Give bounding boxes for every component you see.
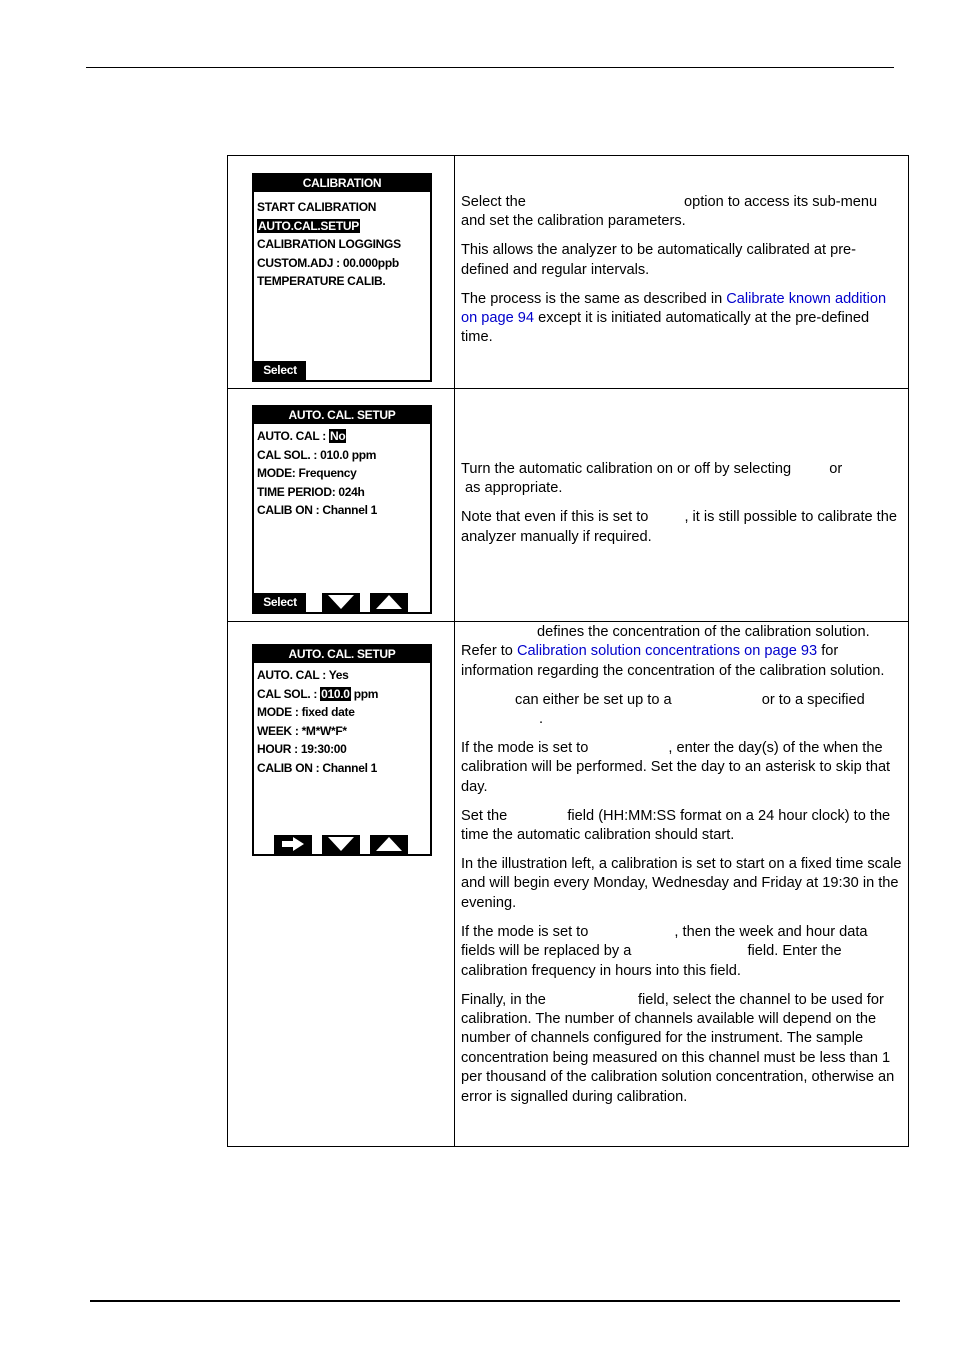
- calibration-solution-concentrations-link[interactable]: Calibration solution concentrations on page 93: [516, 643, 818, 660]
- paragraph: Turn the automatic calibration on or off by selecting or as appropriate.: [461, 461, 843, 497]
- description-text: [455, 389, 908, 547]
- screen-title: AUTO. CAL. SETUP: [254, 646, 430, 663]
- description-text: [455, 156, 908, 348]
- menu-item-calibration-loggings[interactable]: CALIBRATION LOGGINGS: [257, 237, 401, 251]
- description-cell: [455, 622, 909, 1147]
- paragraph: If the mode is set to , enter the day(s) of the when the calibration will be performed. Set the day to an asterisk to skip that day.: [461, 740, 891, 795]
- description-cell: [455, 389, 909, 622]
- paragraph: defines the concentration of the calibration solution.: [533, 624, 870, 640]
- select-softkey[interactable]: Select: [254, 593, 306, 612]
- calib-on-field[interactable]: CALIB ON : Channel 1: [257, 503, 378, 517]
- paragraph: The process is the same as described in Calibrate known addition on page 94 except it is initiated automatically at the pre-defined time.: [461, 290, 887, 346]
- cal-sol-value[interactable]: 010.0: [321, 686, 350, 701]
- calib-on-field[interactable]: CALIB ON : Channel 1: [257, 760, 378, 775]
- table-row: [228, 156, 909, 389]
- screen-title: AUTO. CAL. SETUP: [254, 407, 430, 424]
- calibration-menu-screen: [252, 173, 432, 382]
- header-rule: [86, 67, 894, 68]
- select-softkey[interactable]: Select: [254, 361, 306, 380]
- right-arrow-softkey[interactable]: [274, 835, 312, 854]
- paragraph: This allows the analyzer to be automatically calibrated at pre-defined and regular intervals.: [461, 242, 857, 278]
- table-row: [228, 389, 909, 622]
- down-arrow-softkey[interactable]: [322, 593, 360, 612]
- paragraph: Select the option to access its sub-menu and set the calibration parameters.: [461, 194, 878, 230]
- up-arrow-softkey[interactable]: [370, 835, 408, 854]
- cal-sol-field[interactable]: CAL SOL. : 010.0 ppm: [257, 686, 379, 701]
- table-row: [228, 622, 909, 1147]
- auto-cal-field[interactable]: AUTO. CAL : No: [257, 429, 346, 443]
- screen-cell: [228, 622, 455, 1147]
- screen-cell: [228, 156, 455, 389]
- hour-field[interactable]: HOUR : 19:30:00: [257, 742, 347, 756]
- mode-field[interactable]: MODE: Frequency: [257, 466, 357, 480]
- down-arrow-softkey[interactable]: [322, 835, 360, 854]
- week-field[interactable]: WEEK : *M*W*F*: [257, 723, 347, 738]
- up-arrow-softkey[interactable]: [370, 593, 408, 612]
- auto-cal-value[interactable]: No: [329, 429, 346, 443]
- paragraph: can either be set up to a or to a specified .: [511, 691, 865, 728]
- menu-item-auto-cal-setup[interactable]: [254, 217, 430, 236]
- screen-title: CALIBRATION: [254, 175, 430, 192]
- down-arrow-icon: [328, 837, 354, 851]
- time-period-field[interactable]: TIME PERIOD: 024h: [257, 484, 365, 499]
- paragraph: Note that even if this is set to , it is still possible to calibrate the analyzer manually if required.: [461, 509, 897, 545]
- cal-sol-field[interactable]: CAL SOL. : 010.0 ppm: [257, 447, 377, 462]
- screen-cell: [228, 389, 455, 622]
- description-cell: [455, 156, 909, 389]
- selected-menu-item[interactable]: AUTO.CAL.SETUP: [258, 218, 359, 233]
- right-arrow-icon: [282, 837, 304, 851]
- auto-cal-field[interactable]: AUTO. CAL : Yes: [257, 668, 349, 682]
- paragraph: If the mode is set to , then the week and hour data fields will be replaced by a field. Enter the calibration frequency in hours into this field.: [461, 923, 868, 979]
- auto-cal-setup-screen: [252, 405, 432, 614]
- menu-item-temperature-calib[interactable]: TEMPERATURE CALIB.: [257, 274, 386, 288]
- calibrate-known-addition-link[interactable]: Calibrate known addition on page 94: [461, 290, 887, 327]
- paragraph: Set the field (HH:MM:SS format on a 24 hour clock) to the time the automatic calibration should start.: [461, 807, 891, 844]
- paragraph: In the illustration left, a calibration is set to start on a fixed time scale and will begin every Monday, Wednesday and Friday at 19:30 in the evening.: [461, 856, 902, 911]
- auto-cal-setup-fixed-date-screen: [252, 644, 432, 856]
- paragraph: Refer to Calibration solution concentrations on page 93 for information regarding the concentration of the calibration solution.: [461, 643, 885, 679]
- footer-rule: [90, 1300, 900, 1302]
- description-text: [455, 622, 908, 1107]
- mode-field[interactable]: MODE : fixed date: [257, 705, 355, 719]
- procedure-table: [227, 155, 909, 1147]
- down-arrow-icon: [328, 595, 354, 609]
- up-arrow-icon: [376, 595, 402, 609]
- up-arrow-icon: [376, 837, 402, 851]
- menu-item-custom-adj[interactable]: CUSTOM.ADJ : 00.000ppb: [257, 255, 399, 270]
- menu-item-start-calibration[interactable]: START CALIBRATION: [257, 200, 377, 214]
- paragraph: Finally, in the field, select the channel to be used for calibration. The number of channels available will depend on the number of channels configured for the instrument. The sample concentration being measured on this channel must be less than 1 per thousand of the calibration solution concentration, otherwise an error is signalled during calibration.: [461, 991, 895, 1105]
